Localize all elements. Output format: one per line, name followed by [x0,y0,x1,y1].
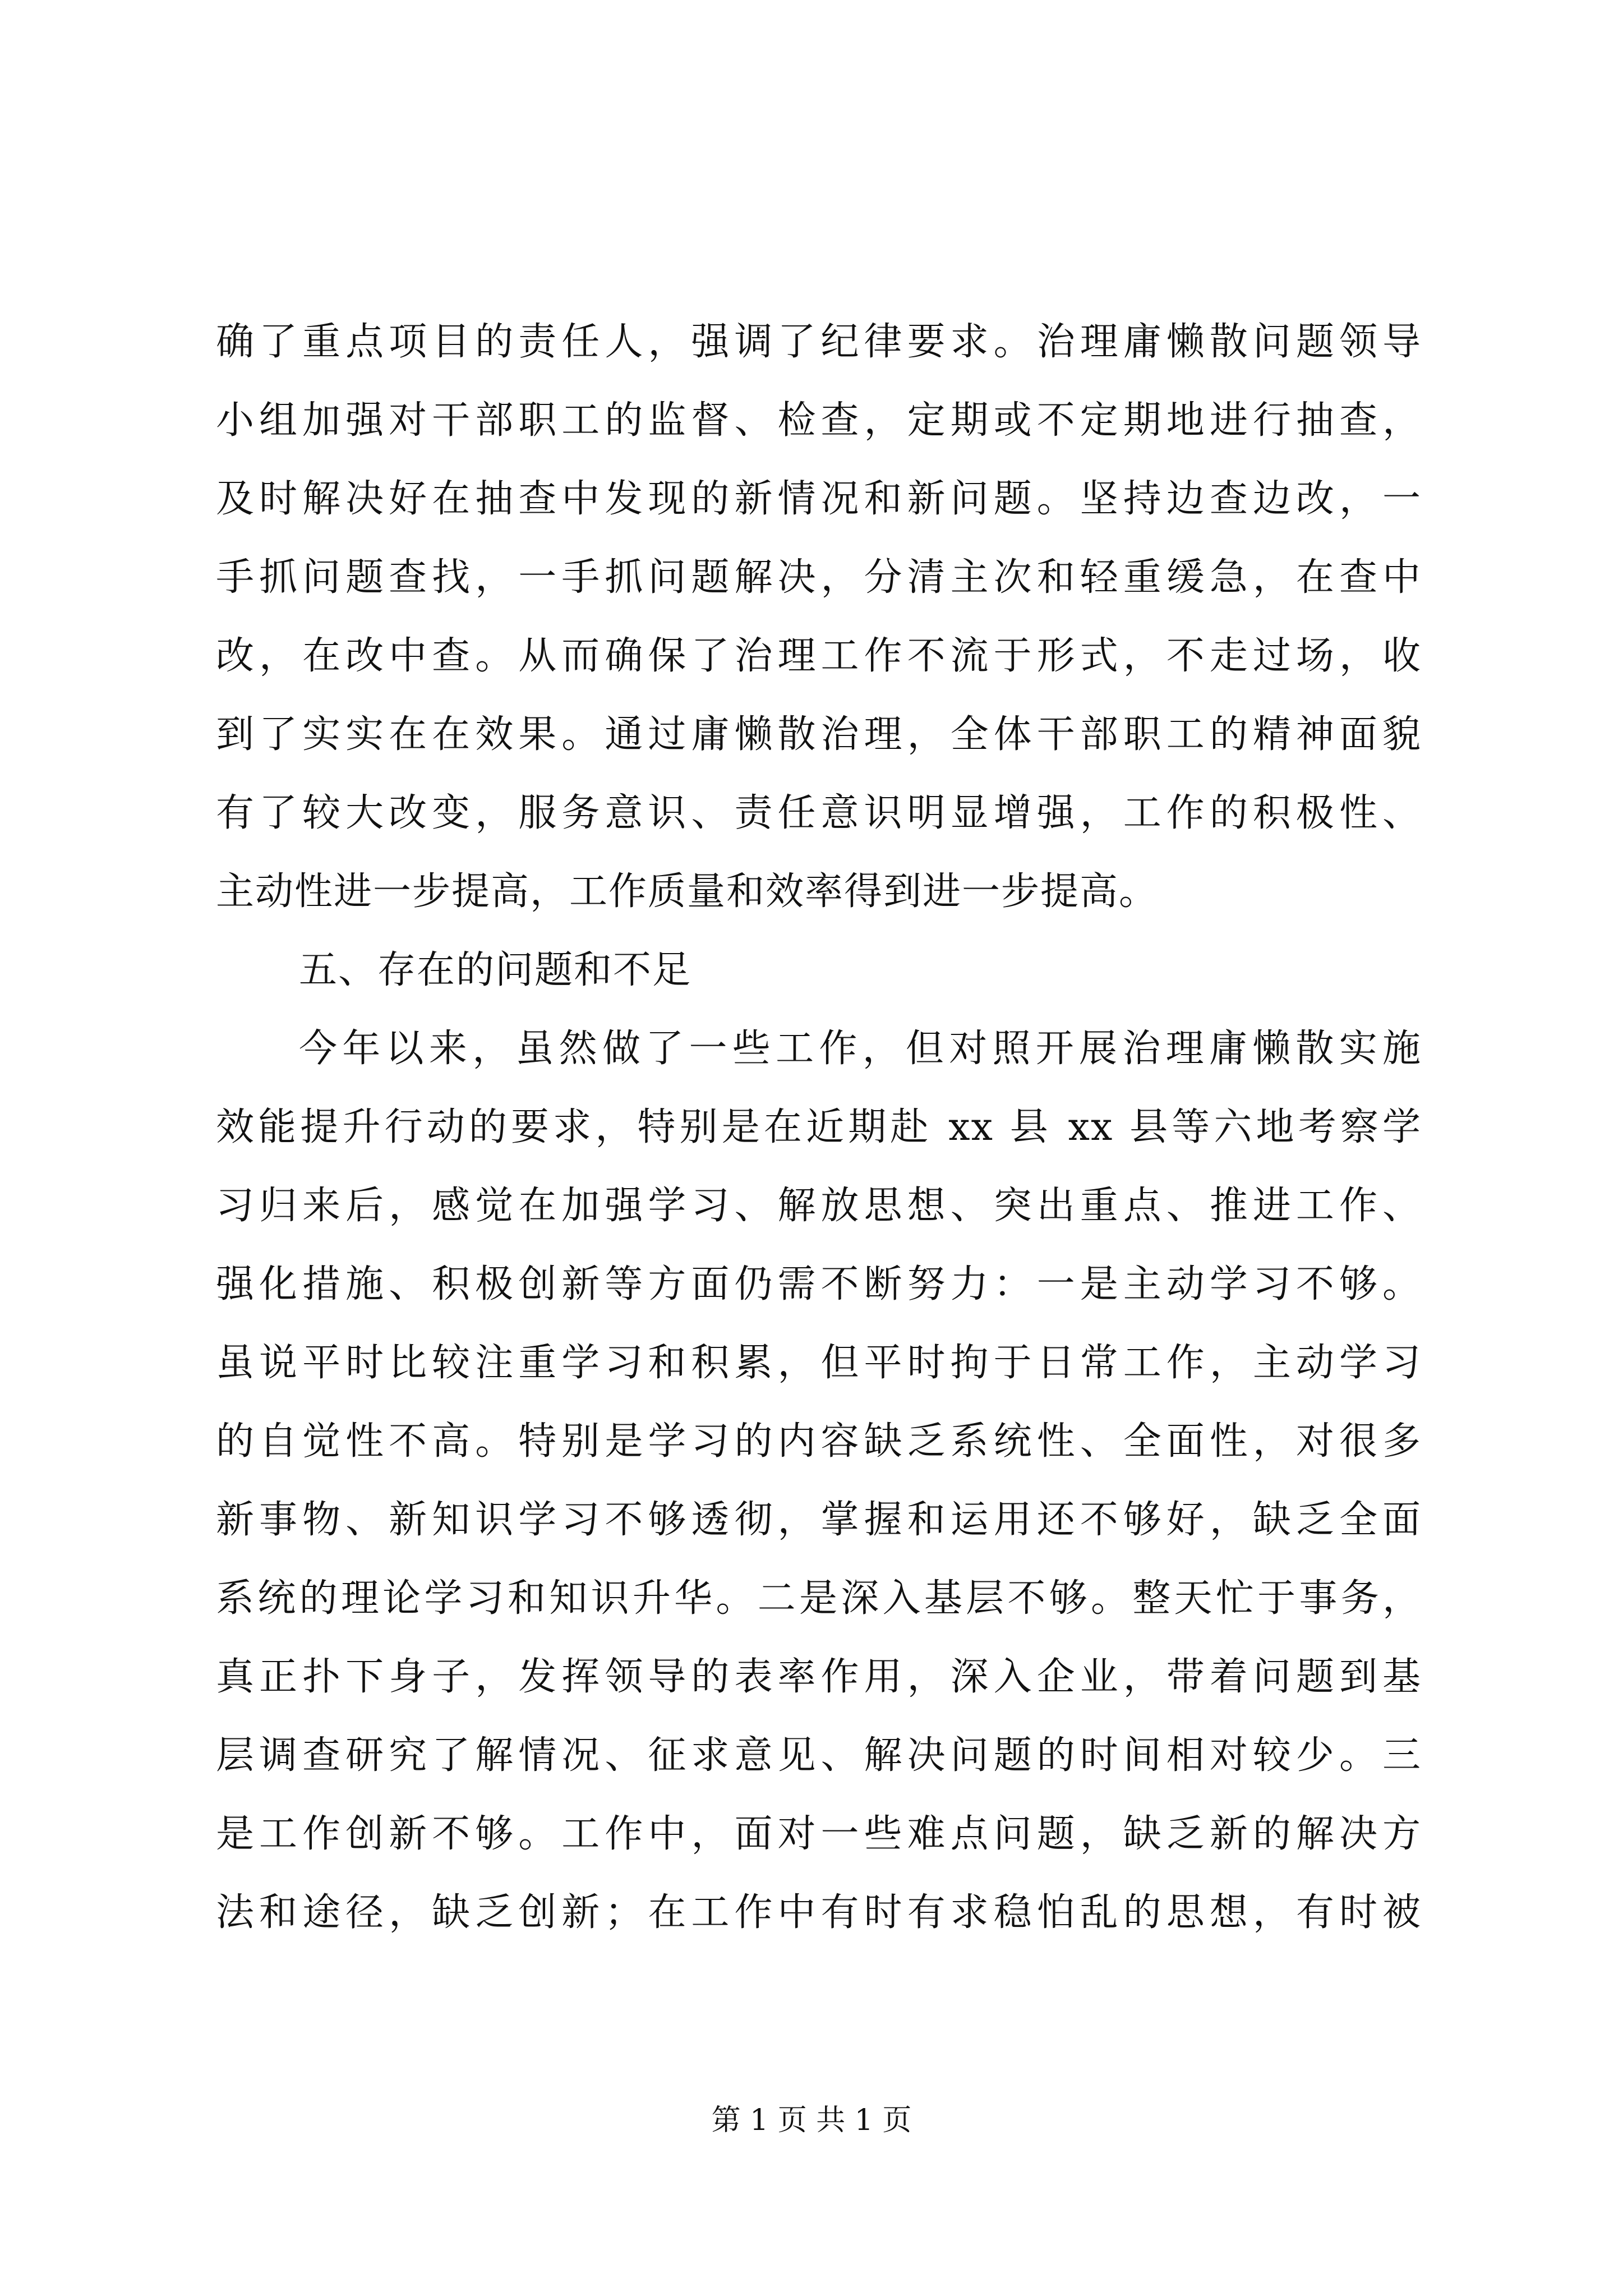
body-line: 系统的理论学习和知识升华。二是深入基层不够。整天忙于事务， [216,1576,1422,1621]
section-heading: 五、存在的问题和不足 [299,948,692,992]
body-line: 的自觉性不高。特别是学习的内容缺乏系统性、全面性，对很多 [216,1419,1422,1464]
body-line: 手抓问题查找，一手抓问题解决，分清主次和轻重缓急，在查中 [216,555,1422,600]
body-line: 是工作创新不够。工作中，面对一些难点问题，缺乏新的解决方 [216,1812,1422,1856]
body-line: 效能提升行动的要求，特别是在近期赴 xx 县 xx 县等六地考察学 [216,1105,1422,1149]
body-line: 习归来后，感觉在加强学习、解放思想、突出重点、推进工作、 [216,1184,1422,1228]
page-footer: 第 1 页 共 1 页 [711,2104,912,2137]
paragraph-first-line: 今年以来，虽然做了一些工作，但对照开展治理庸懒散实施 [299,1027,1422,1071]
body-line: 小组加强对干部职工的监督、检查，定期或不定期地进行抽查， [216,398,1422,443]
body-line: 强化措施、积极创新等方面仍需不断努力：一是主动学习不够。 [216,1262,1422,1306]
body-line: 有了较大改变，服务意识、责任意识明显增强，工作的积极性、 [216,791,1422,835]
body-line: 层调查研究了解情况、征求意见、解决问题的时间相对较少。三 [216,1733,1422,1778]
body-line: 主动性进一步提高，工作质量和效率得到进一步提高。 [216,869,1159,914]
body-line: 及时解决好在抽查中发现的新情况和新问题。坚持边查边改，一 [216,477,1422,521]
body-line: 改，在改中查。从而确保了治理工作不流于形式，不走过场，收 [216,634,1422,678]
body-line: 虽说平时比较注重学习和积累，但平时拘于日常工作，主动学习 [216,1341,1422,1385]
document-body [216,303,1422,1952]
body-line: 法和途径，缺乏创新；在工作中有时有求稳怕乱的思想，有时被 [216,1890,1422,1935]
body-line: 到了实实在在效果。通过庸懒散治理，全体干部职工的精神面貌 [216,712,1422,757]
body-line: 真正扑下身子，发挥领导的表率作用，深入企业，带着问题到基 [216,1655,1422,1699]
body-line: 确了重点项目的责任人，强调了纪律要求。治理庸懒散问题领导 [216,320,1422,364]
body-line: 新事物、新知识学习不够透彻，掌握和运用还不够好，缺乏全面 [216,1498,1422,1542]
